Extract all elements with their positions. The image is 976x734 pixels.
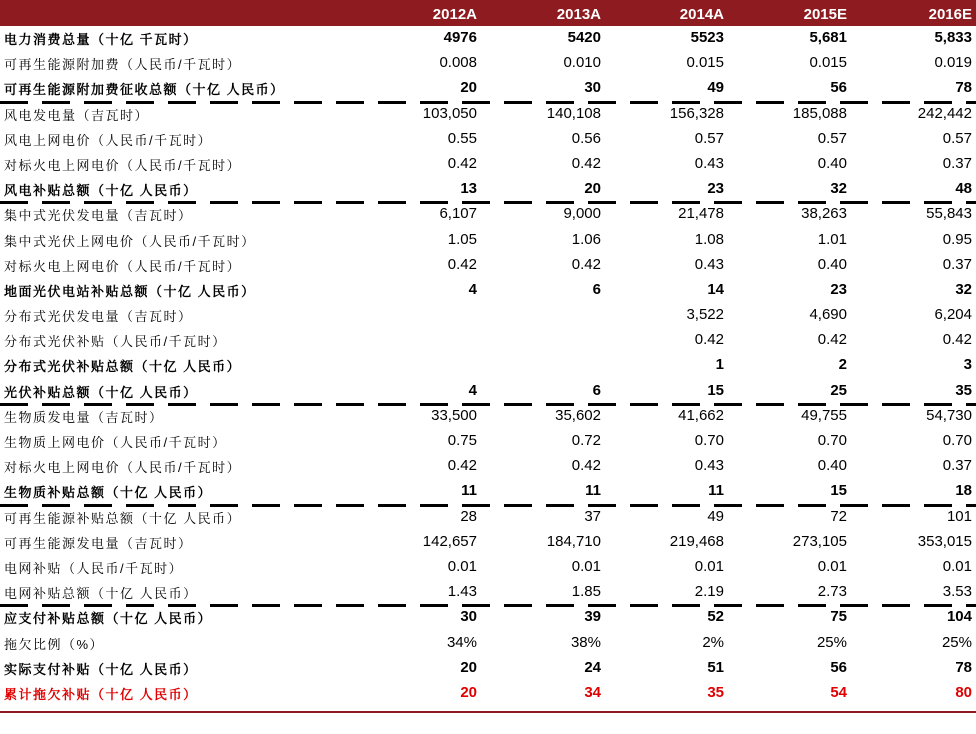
- cell-value: 20: [460, 683, 477, 701]
- cell-value: 0.42: [447, 457, 477, 475]
- year-header: 2016E: [928, 6, 972, 23]
- table-row: [0, 76, 976, 101]
- cell-value: 0.015: [809, 54, 847, 72]
- row-label: 生物质补贴总额（十亿 人民币）: [4, 485, 213, 501]
- cell-value: 3.53: [942, 583, 972, 601]
- cell-value: 5,833: [934, 29, 972, 46]
- cell-value: 28: [460, 507, 477, 525]
- cell-value: 0.37: [942, 154, 972, 172]
- cell-value: 0.95: [942, 230, 972, 248]
- cell-value: 11: [708, 482, 724, 500]
- cell-value: 0.42: [571, 457, 601, 475]
- cell-value: 15: [707, 381, 724, 399]
- table-row: [0, 278, 976, 303]
- year-header: 2012A: [432, 6, 477, 23]
- cell-value: 35: [955, 381, 972, 399]
- row-label: 可再生能源附加费征收总额（十亿 人民币）: [4, 82, 285, 98]
- cell-value: 1.05: [447, 230, 477, 248]
- cell-value: 20: [460, 79, 477, 97]
- table-row: [0, 202, 976, 227]
- cell-value: 13: [460, 180, 477, 198]
- cell-value: 5420: [567, 29, 601, 46]
- cell-value: 54: [830, 683, 847, 701]
- cell-value: 25%: [941, 633, 972, 651]
- cell-value: 14: [707, 280, 724, 298]
- table-row: [0, 505, 976, 530]
- table-row: [0, 631, 976, 656]
- table-row: [0, 555, 976, 580]
- cell-value: 11: [461, 482, 477, 500]
- table-row: [0, 429, 976, 454]
- cell-value: 1.01: [817, 230, 847, 248]
- cell-value: 55,843: [926, 205, 972, 223]
- cell-value: 353,015: [917, 532, 972, 550]
- cell-value: 56: [830, 658, 847, 676]
- row-label: 电网补贴（人民币/千瓦时）: [4, 560, 184, 576]
- table-row: [0, 102, 976, 127]
- cell-value: 0.42: [694, 331, 724, 349]
- cell-value: 48: [955, 180, 972, 198]
- table-row: [0, 253, 976, 278]
- cell-value: 3,522: [686, 306, 724, 324]
- cell-value: 20: [584, 180, 601, 198]
- cell-value: 4: [468, 381, 477, 399]
- cell-value: 9,000: [563, 205, 601, 223]
- row-label: 风电补贴总额（十亿 人民币）: [4, 183, 198, 199]
- cell-value: 32: [955, 280, 972, 298]
- table-row: [0, 656, 976, 681]
- table-row: [0, 404, 976, 429]
- table-row: [0, 379, 976, 404]
- row-label: 对标火电上网电价（人民币/千瓦时）: [4, 460, 242, 476]
- cell-value: 54,730: [926, 406, 972, 424]
- cell-value: 184,710: [546, 532, 601, 550]
- cell-value: 1: [715, 356, 724, 374]
- row-label: 分布式光伏补贴（人民币/千瓦时）: [4, 334, 227, 350]
- cell-value: 38,263: [801, 205, 847, 223]
- cell-value: 0.01: [694, 557, 724, 575]
- cell-value: 0.43: [694, 154, 724, 172]
- cell-value: 4,690: [809, 306, 847, 324]
- row-label: 分布式光伏发电量（吉瓦时）: [4, 309, 193, 325]
- cell-value: 25: [830, 381, 847, 399]
- cell-value: 4976: [443, 29, 477, 46]
- year-header: 2013A: [556, 6, 601, 23]
- cell-value: 0.43: [694, 457, 724, 475]
- cell-value: 30: [584, 79, 601, 97]
- cell-value: 23: [707, 180, 724, 198]
- cell-value: 0.015: [686, 54, 724, 72]
- cell-value: 6: [592, 381, 601, 399]
- year-header: 2014A: [679, 6, 724, 23]
- cell-value: 0.56: [571, 129, 601, 147]
- table-row: [0, 605, 976, 630]
- cell-value: 2%: [702, 633, 724, 651]
- cell-value: 34%: [446, 633, 477, 651]
- cell-value: 104: [946, 608, 972, 626]
- cell-value: 0.010: [563, 54, 601, 72]
- cell-value: 0.70: [942, 432, 972, 449]
- row-label: 应支付补贴总额（十亿 人民币）: [4, 611, 213, 627]
- cell-value: 0.70: [817, 432, 847, 449]
- row-label: 累计拖欠补贴（十亿 人民币）: [4, 686, 198, 702]
- cell-value: 15: [830, 482, 847, 500]
- table-row: [0, 303, 976, 328]
- cell-value: 20: [460, 658, 477, 676]
- cell-value: 49: [707, 507, 724, 525]
- cell-value: 49: [707, 79, 724, 97]
- cell-value: 35: [707, 683, 724, 701]
- cell-value: 0.40: [817, 154, 847, 172]
- cell-value: 52: [707, 608, 724, 626]
- cell-value: 0.01: [447, 557, 477, 575]
- cell-value: 142,657: [422, 532, 477, 550]
- cell-value: 242,442: [917, 104, 972, 122]
- cell-value: 1.06: [571, 230, 601, 248]
- cell-value: 0.70: [694, 432, 724, 449]
- table-row: [0, 328, 976, 353]
- cell-value: 0.57: [817, 129, 847, 147]
- cell-value: 6,107: [439, 205, 477, 223]
- cell-value: 103,050: [422, 104, 477, 122]
- cell-value: 0.019: [934, 54, 972, 72]
- row-label: 拖欠比例（%）: [4, 636, 105, 652]
- cell-value: 156,328: [669, 104, 724, 122]
- cell-value: 2.19: [694, 583, 724, 601]
- cell-value: 38%: [570, 633, 601, 651]
- cell-value: 23: [830, 280, 847, 298]
- cell-value: 101: [946, 507, 972, 525]
- table-body: [0, 26, 976, 706]
- cell-value: 0.01: [942, 557, 972, 575]
- cell-value: 0.008: [439, 54, 477, 72]
- cell-value: 0.42: [942, 331, 972, 349]
- table-row: [0, 228, 976, 253]
- cell-value: 72: [830, 507, 847, 525]
- cell-value: 0.75: [447, 432, 477, 449]
- row-label: 生物质发电量（吉瓦时）: [4, 409, 164, 425]
- table-row: [0, 530, 976, 555]
- row-label: 对标火电上网电价（人民币/千瓦时）: [4, 258, 242, 274]
- cell-value: 78: [955, 79, 972, 97]
- cell-value: 0.42: [571, 154, 601, 172]
- row-label: 地面光伏电站补贴总额（十亿 人民币）: [4, 283, 256, 299]
- row-label: 集中式光伏发电量（吉瓦时）: [4, 208, 193, 224]
- table-row: [0, 681, 976, 706]
- cell-value: 4: [468, 280, 477, 298]
- cell-value: 35,602: [555, 406, 601, 424]
- cell-value: 0.42: [447, 255, 477, 273]
- row-label: 生物质上网电价（人民币/千瓦时）: [4, 435, 227, 450]
- year-header: 2015E: [803, 6, 847, 23]
- row-label: 可再生能源附加费（人民币/千瓦时）: [4, 57, 242, 73]
- row-label: 可再生能源补贴总额（十亿 人民币）: [4, 510, 242, 526]
- cell-value: 0.40: [817, 255, 847, 273]
- bottom-rule: [0, 711, 976, 713]
- cell-value: 0.57: [942, 129, 972, 147]
- cell-value: 78: [955, 658, 972, 676]
- table-row: [0, 152, 976, 177]
- table-row: [0, 51, 976, 76]
- cell-value: 37: [584, 507, 601, 525]
- row-label: 光伏补贴总额（十亿 人民币）: [4, 384, 198, 400]
- cell-value: 18: [955, 482, 972, 500]
- cell-value: 1.43: [447, 583, 477, 601]
- cell-value: 80: [955, 683, 972, 701]
- cell-value: 39: [584, 608, 601, 626]
- cell-value: 219,468: [669, 532, 724, 550]
- cell-value: 41,662: [678, 406, 724, 424]
- cell-value: 140,108: [546, 104, 601, 122]
- row-label: 可再生能源发电量（吉瓦时）: [4, 535, 193, 551]
- cell-value: 0.37: [942, 255, 972, 273]
- cell-value: 3: [963, 356, 972, 374]
- table-header: [0, 0, 976, 26]
- table-row: [0, 127, 976, 152]
- cell-value: 0.43: [694, 255, 724, 273]
- cell-value: 0.01: [571, 557, 601, 575]
- cell-value: 2: [838, 356, 847, 374]
- cell-value: 5523: [690, 29, 724, 46]
- table-row: [0, 177, 976, 202]
- cell-value: 1.08: [694, 230, 724, 248]
- row-label: 实际支付补贴（十亿 人民币）: [4, 661, 198, 677]
- table-row: [0, 26, 976, 51]
- cell-value: 75: [830, 608, 847, 626]
- cell-value: 21,478: [678, 205, 724, 223]
- cell-value: 1.85: [571, 583, 601, 601]
- cell-value: 185,088: [792, 104, 847, 122]
- cell-value: 32: [830, 180, 847, 198]
- cell-value: 0.01: [817, 557, 847, 575]
- table-row: [0, 479, 976, 504]
- cell-value: 6,204: [934, 306, 972, 324]
- cell-value: 6: [592, 280, 601, 298]
- cell-value: 0.57: [694, 129, 724, 147]
- cell-value: 30: [460, 608, 477, 626]
- cell-value: 5,681: [809, 29, 847, 46]
- cell-value: 2.73: [817, 583, 847, 601]
- row-label: 风电上网电价（人民币/千瓦时）: [4, 132, 213, 148]
- cell-value: 51: [707, 658, 724, 676]
- table-row: [0, 580, 976, 605]
- cell-value: 0.42: [817, 331, 847, 349]
- cell-value: 0.42: [571, 255, 601, 273]
- cell-value: 24: [584, 658, 601, 676]
- cell-value: 34: [584, 683, 601, 701]
- cell-value: 49,755: [801, 406, 847, 424]
- row-label: 分布式光伏补贴总额（十亿 人民币）: [4, 359, 242, 375]
- cell-value: 273,105: [792, 532, 847, 550]
- cell-value: 25%: [816, 633, 847, 651]
- cell-value: 0.42: [447, 154, 477, 172]
- row-label: 风电发电量（吉瓦时）: [4, 107, 150, 123]
- cell-value: 0.37: [942, 457, 972, 475]
- table-row: [0, 454, 976, 479]
- row-label: 对标火电上网电价（人民币/千瓦时）: [4, 157, 242, 173]
- cell-value: 11: [585, 482, 601, 500]
- cell-value: 33,500: [431, 406, 477, 424]
- row-label: 电力消费总量（十亿 千瓦时）: [4, 32, 198, 47]
- cell-value: 56: [830, 79, 847, 97]
- row-label: 电网补贴总额（十亿 人民币）: [4, 586, 198, 602]
- table-row: [0, 353, 976, 378]
- cell-value: 0.72: [571, 432, 601, 449]
- cell-value: 0.40: [817, 457, 847, 475]
- cell-value: 0.55: [447, 129, 477, 147]
- row-label: 集中式光伏上网电价（人民币/千瓦时）: [4, 233, 256, 249]
